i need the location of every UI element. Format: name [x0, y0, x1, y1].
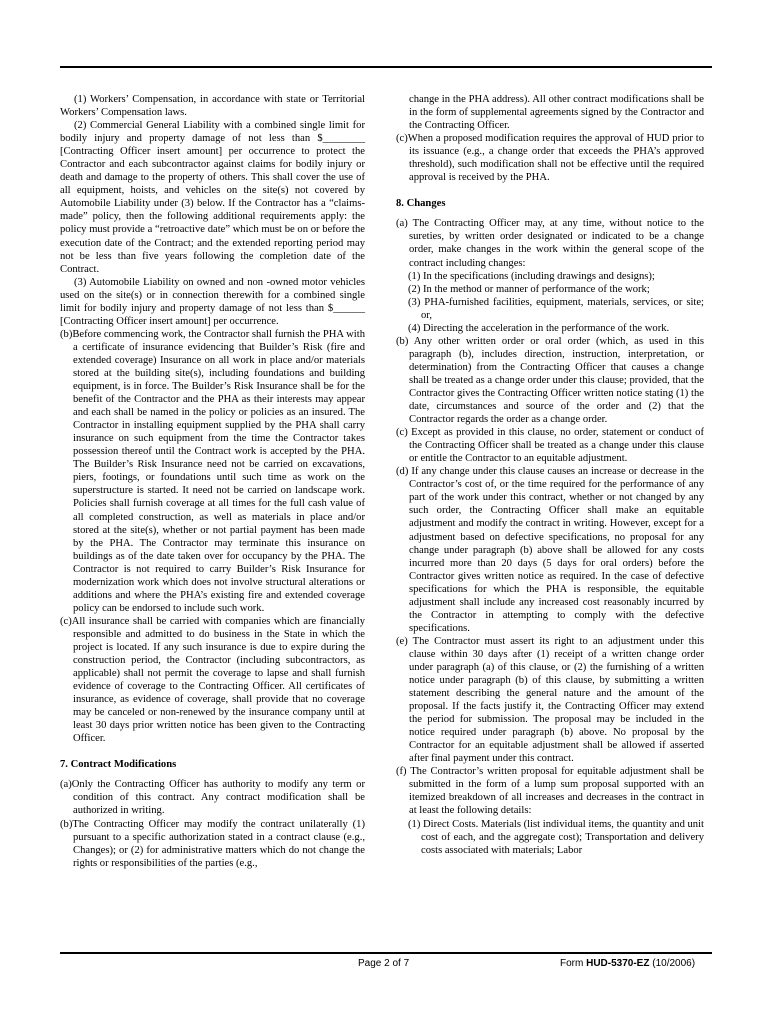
- right-column: [396, 93, 704, 857]
- left-column: [60, 93, 365, 870]
- changes-e: (e) The Contractor must assert its right to an adjustment under this clause within 30 days after (1) receipt of a written change order under paragraph (a) of this clause, or (2) the furnishing of a written notice under paragraph (b) of this clause, by submitting a written statement describing the general nature and the amount of the proposal. If the facts justify it, the Contracting Officer may extend the period for submission. The proposal may be included in the notice required under paragraph (b) above. No proposal by the Contractor for an equitable adjustment shall be allowed if asserted after final payment under this contract.: [396, 635, 704, 765]
- modification-b: (b)The Contracting Officer may modify the contract unilaterally (1) pursuant to a specific authorization stated in a contract clause (e.g., Changes); or (2) for administrative matters which do not change the rights or responsibilities of the parties (e.g.,: [60, 818, 365, 869]
- bottom-rule: [60, 952, 712, 954]
- form-prefix: Form: [560, 958, 587, 969]
- page-number: Page 2 of 7: [358, 958, 410, 969]
- modification-a: (a)Only the Contracting Officer has authority to modify any term or condition of this contract. Any contract modification shall be authorized in writing.: [60, 779, 365, 817]
- modification-c: (c)When a proposed modification requires the approval of HUD prior to its issuance (e.g., a change order that exceeds the PHA’s approved threshold), such modification shall not be effective until the required approval is received by the PHA.: [396, 133, 704, 184]
- changes-f-1: (1) Direct Costs. Materials (list individual items, the quantity and unit cost of each, and the aggregate cost); Transportation and delivery costs associated with materials; Labor: [408, 818, 704, 856]
- changes-f: (f) The Contractor’s written proposal for equitable adjustment shall be submitted in the form of a lump sum proposal supported with an itemized breakdown of all increases and decreases in the contract in at least the following details:: [396, 766, 704, 817]
- modification-b-continued: change in the PHA address). All other contract modifications shall be in the form of supplemental agreements signed by the Contractor and the Contracting Officer.: [409, 94, 704, 132]
- changes-c: (c) Except as provided in this clause, no order, statement or conduct of the Contracting Officer shall be treated as a change under this clause or entitle the Contractor to an equitable adjustment.: [396, 427, 704, 465]
- workers-comp-paragraph: (1) Workers’ Compensation, in accordance with state or Territorial Workers’ Compensation laws.: [60, 94, 365, 119]
- changes-a: (a) The Contracting Officer may, at any time, without notice to the sureties, by written order designated or indicated to be a change order, make changes in the work within the general scope of the contract including changes:: [396, 218, 704, 269]
- changes-d: (d) If any change under this clause causes an increase or decrease in the Contractor’s cost of, or the time required for the performance of any part of the work under this contract, whether or not changed by any such order, the Contracting Officer shall make an equitable adjustment and modify the contract in writing. However, except for a adjustment based on defective specifications, no proposal for any change under paragraph (b) above shall be allowed for any costs incurred more than 20 days (5 days for oral orders) before the Contractor gives written notice as required. In the case of defective specifications for which the PHA is responsible, the equitable adjustment shall include any increased cost reasonably incurred by the Contractor in attempting to comply with the defective specifications.: [396, 466, 704, 634]
- insurance-carriers-paragraph: (c)All insurance shall be carried with companies which are financially responsible and admitted to do business in the State in which the project is located. If any such insurance is due to expire during the construction period, the Contractor (including subcontractors, as applicable) shall not permit the coverage to lapse and shall furnish evidence of coverage to the Contracting Officer. All certificates of insurance, as evidence of coverage, shall provide that no coverage may be canceled or non-renewed by the insurance company until at least 30 days prior written notice has been given to the Contracting Officer.: [60, 615, 365, 745]
- changes-a-2: (2) In the method or manner of performance of the work;: [408, 283, 650, 295]
- section-7-heading: 7. Contract Modifications: [60, 759, 177, 771]
- form-identifier: [560, 958, 695, 969]
- form-date: (10/2006): [649, 958, 696, 969]
- changes-b: (b) Any other written order or oral order (which, as used in this paragraph (b), includes direction, instruction, interpretation, or determination) from the Contracting Officer that causes a change shall be treated as a change order under this clause; provided, that the Contractor gives the Contracting Officer written notice stating (1) the date, circumstances and source of the order and (2) that the Contractor regards the order as a change order.: [396, 335, 704, 426]
- changes-a-1: (1) In the specifications (including drawings and designs);: [408, 270, 655, 282]
- general-liability-paragraph: (2) Commercial General Liability with a combined single limit for bodily injury and property damage of not less than $________ [Contracting Officer insert amount] per occurrence to protect the Contractor and each subcontractor against claims for bodily injury or death and damage to the property of others. This shall cover the use of all equipment, hoists, and vehicles on the site(s) not covered by Automobile Liability under (3) below. If the Contractor has a “claims-made” policy, then the following additional requirements apply: the policy must provide a “retroactive date” which must be on or before the execution date of the Contract; and the extended reporting period may not be less than five years following the completion date of the Contract.: [60, 120, 365, 275]
- automobile-liability-paragraph: (3) Automobile Liability on owned and non -owned motor vehicles used on the site(s) or in connection therewith for a combined single limit for bodily injury and property damage of not less than $______ [Contracting Officer insert amount] per occurrence.: [60, 276, 365, 327]
- changes-a-3: (3) PHA-furnished facilities, equipment, materials, services, or site; or,: [408, 296, 704, 321]
- changes-a-4: (4) Directing the acceleration in the performance of the work.: [408, 322, 670, 334]
- builders-risk-paragraph: (b)Before commencing work, the Contractor shall furnish the PHA with a certificate of insurance evidencing that Builder’s Risk (fire and extended coverage) Insurance on all work in place and/or materials stored at the building site(s), including foundations and building equipment, is in force. The Builder’s Risk Insurance shall be for the benefit of the Contractor and the PHA as their interests may appear and each shall be named in the policy or policies as an insured. The Contractor in installing equipment supplied by the PHA shall carry insurance on such equipment from the time the Contractor takes possession thereof until the Contract work is accepted by the PHA. The Builder’s Risk Insurance need not be carried on excavations, piers, footings, or foundations until such time as work on the superstructure is started. It need not be carried on landscape work. Policies shall furnish coverage at all times for the full cash value of all completed construction, as well as materials in place and/or stored at the site(s), whether or not partial payment has been made by the PHA. The Contractor may terminate this insurance on buildings as of the date taken over for occupancy by the PHA. The Contractor is not required to carry Builder’s Risk Insurance for modernization work which does not involve structural alterations or additions and where the PHA’s existing fire and extended coverage policy can be endorsed to include such work.: [60, 328, 365, 614]
- section-8-heading: 8. Changes: [396, 198, 446, 210]
- form-id: HUD-5370-EZ: [586, 958, 650, 969]
- top-rule: [60, 66, 712, 68]
